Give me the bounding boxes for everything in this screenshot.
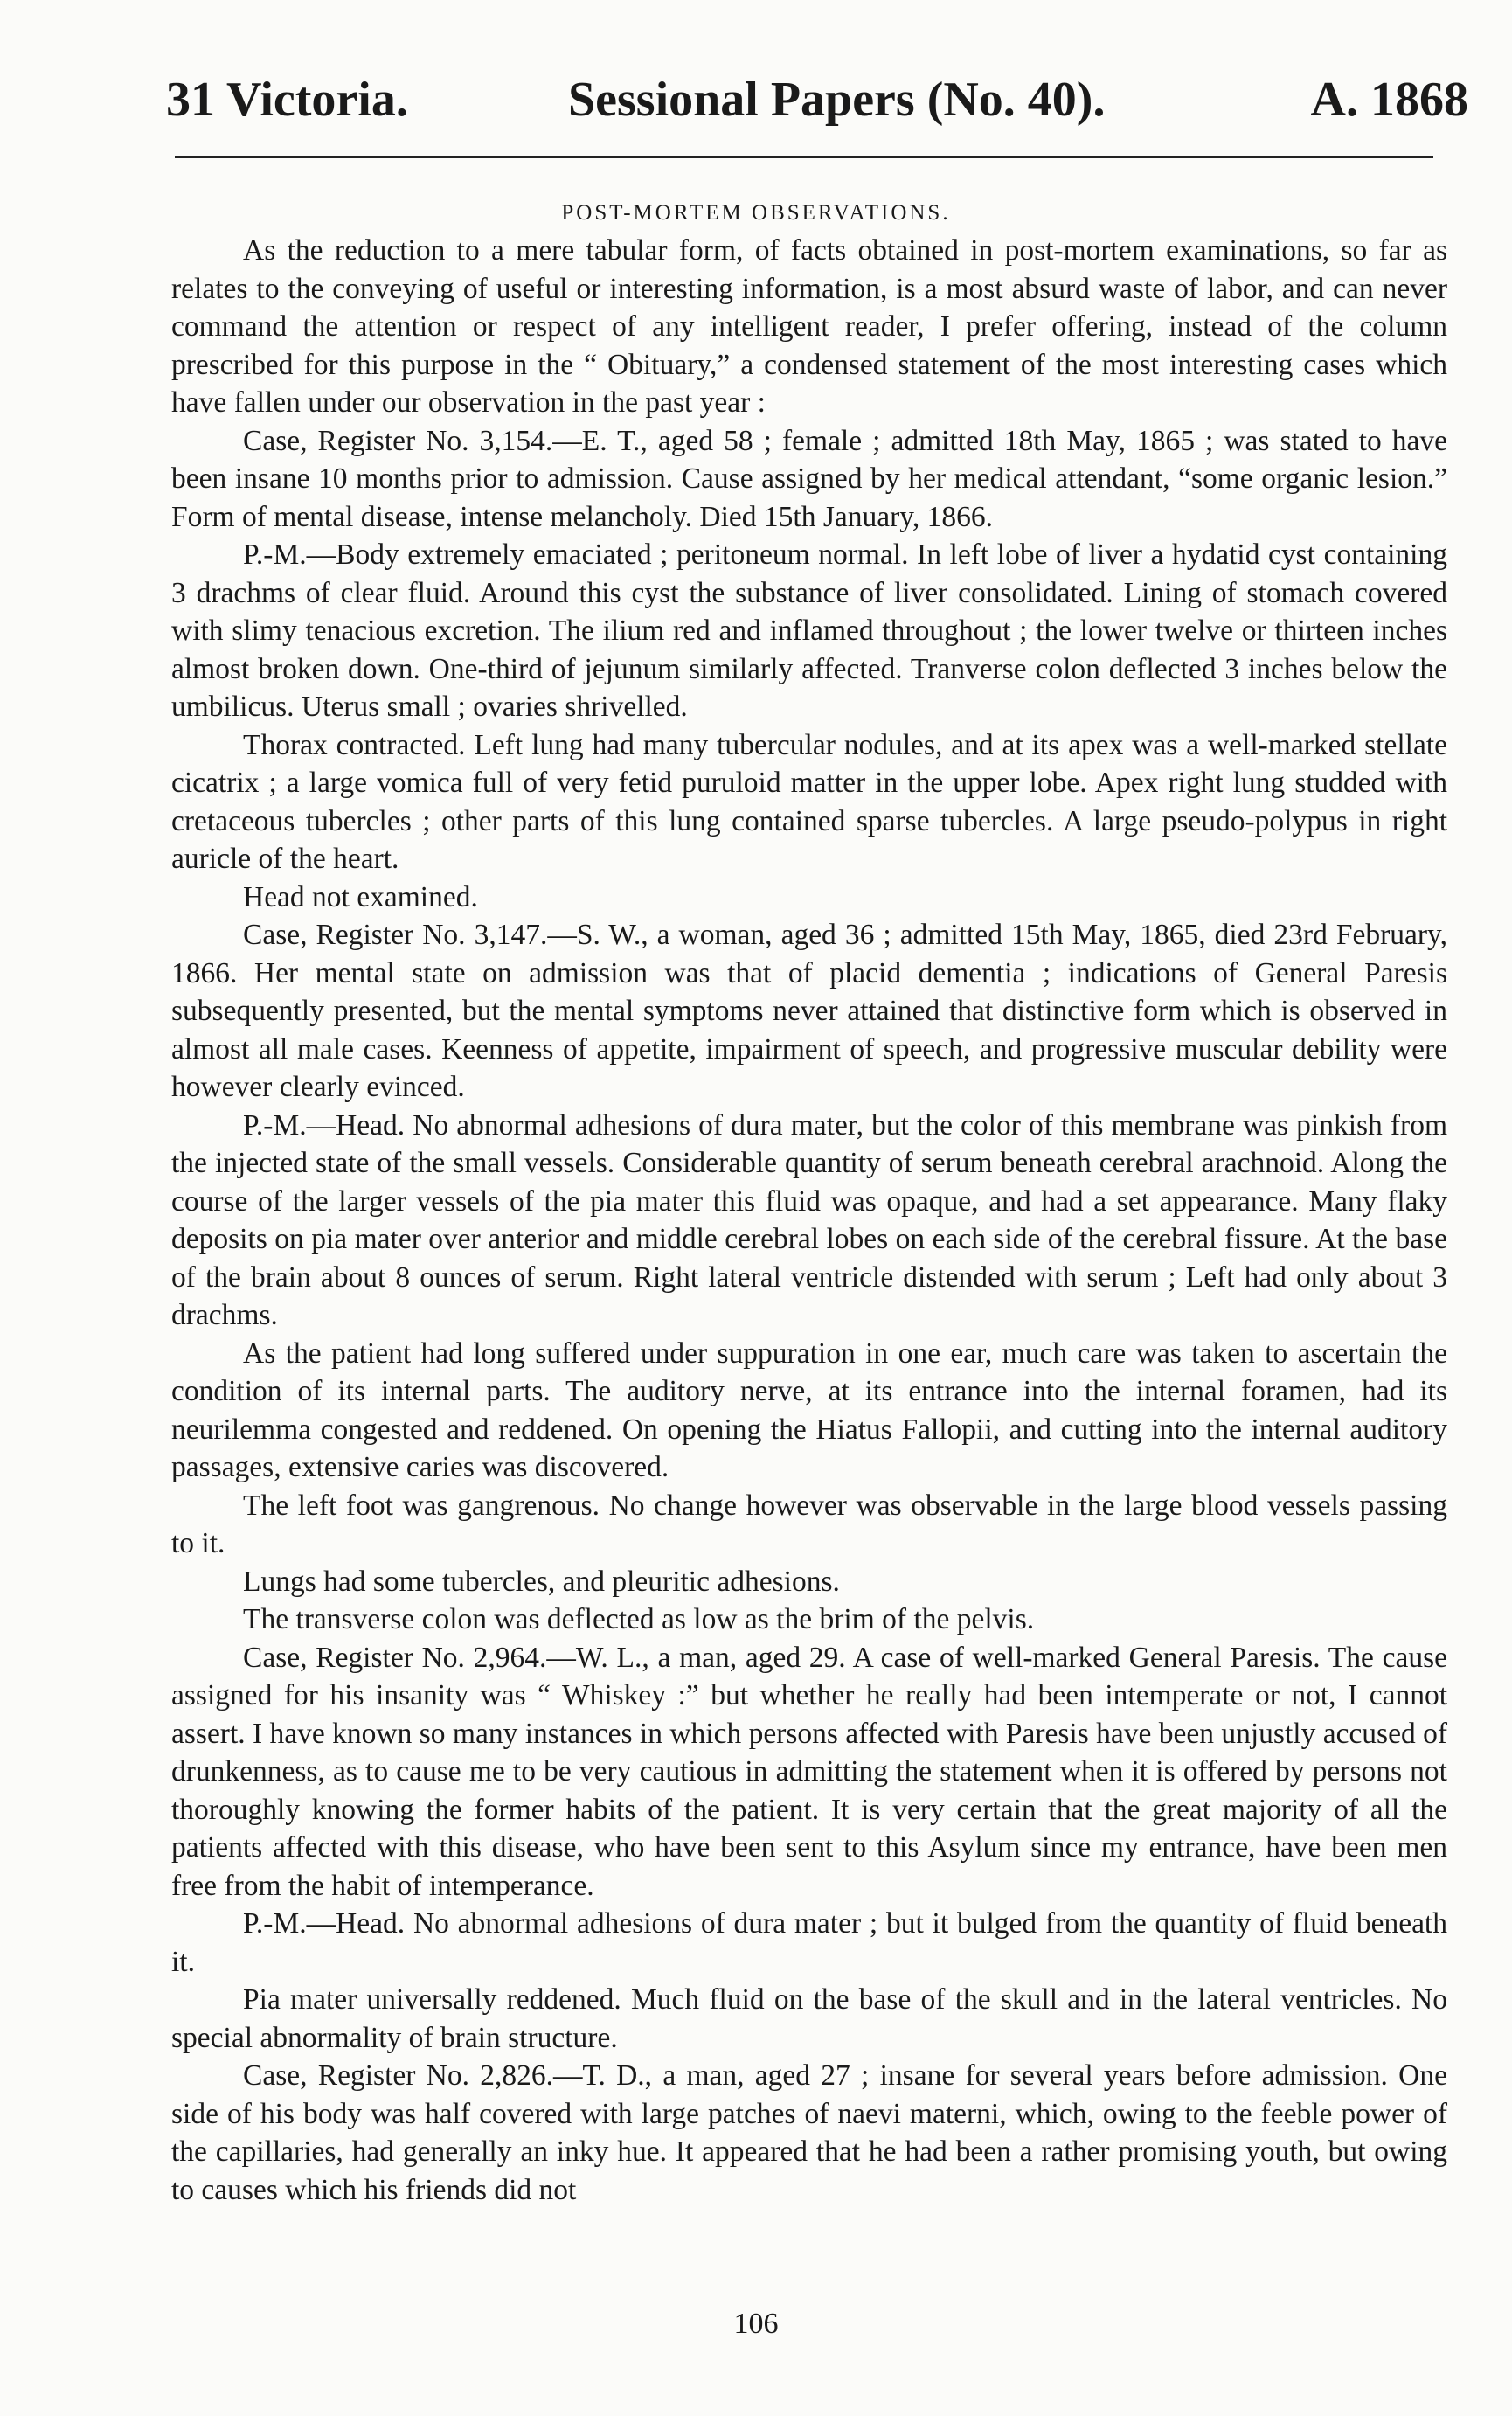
paragraph: As the patient had long suffered under suppuration in one ear, much care was taken to ascertain the condition of its internal parts. The auditory nerve, at its entrance into the internal foramen, had its neurilemma congested and reddened. On opening the Hiatus Fallopii, and cutting into the internal auditory passages, extensive caries was discovered. xyxy=(171,1336,1447,1483)
paragraph: Case, Register No. 3,154.—E. T., aged 58 ; female ; admitted 18th May, 1865 ; was stated to have been insane 10 months prior to admission. Cause assigned by her medical attendant, “some organic lesion.” Form of mental disease, intense melancholy. Died 15th January, 1866. xyxy=(171,424,1447,533)
paragraph: P.-M.—Body extremely emaciated ; peritoneum normal. In left lobe of liver a hydatid cyst containing 3 drachms of clear fluid. Around this cyst the substance of liver consolidated. Lining of stomach covered with slimy tenacious excretion. The ilium red and inflamed throughout ; the lower twelve or thirteen inches almost broken down. One-third of jejunum similarly affected. Tranverse colon deflected 3 inches below the umbilicus. Uterus small ; ovaries shrivelled. xyxy=(171,538,1447,723)
section-title: POST-MORTEM OBSERVATIONS. xyxy=(561,201,951,225)
header-year: A. 1868 xyxy=(1310,73,1468,127)
paragraph: As the reduction to a mere tabular form, of facts obtained in post-mortem examinations, so far as relates to the conveying of useful or interesting information, is a most absurd waste of labor, and can never command the attention or respect of any intelligent reader, I prefer offering, instead of the column prescribed for this purpose in the “ Obituary,” a condensed statement of the most interesting cases which have fallen under our observation in the past year : xyxy=(171,234,1447,419)
page-number: 106 xyxy=(733,2308,779,2340)
paragraph: Case, Register No. 2,964.—W. L., a man, aged 29. A case of well-marked General Paresis. The cause assigned for his insanity was “ Whiskey :” but whether he really had been intemperate or not, I cannot assert. I have known so many instances in which persons affected with Paresis have been unjustly accused of drunkenness, as to cause me to be very cautious in admitting the statement when it is offered by persons not thoroughly knowing the former habits of the patient. It is very certain that the great majority of all the patients affected with this disease, who have been sent to this Asylum since my entrance, have been men free from the habit of intemperance. xyxy=(171,1641,1447,1902)
paragraph: Case, Register No. 3,147.—S. W., a woman, aged 36 ; admitted 15th May, 1865, died 23rd February, 1866. Her mental state on admission was that of placid dementia ; indications of General Paresis subsequently presented, but the mental symptoms never attained that distinctive form which is observed in almost all male cases. Keenness of appetite, impairment of speech, and progressive muscular debility were however clearly evinced. xyxy=(171,919,1447,1103)
header-sessional-papers: Sessional Papers (No. 40). xyxy=(568,73,1106,127)
body-text xyxy=(171,232,1447,2209)
paragraph: Lungs had some tubercles, and pleuritic adhesions. xyxy=(243,1565,840,1598)
paragraph: The left foot was gangrenous. No change however was observable in the large blood vessels passing to it. xyxy=(171,1489,1447,1559)
page-header xyxy=(166,72,1468,142)
header-volume: 31 Victoria. xyxy=(166,73,408,127)
header-rule xyxy=(175,156,1433,158)
paragraph: Head not examined. xyxy=(243,880,478,913)
paragraph: Pia mater universally reddened. Much fluid on the base of the skull and in the lateral ventricles. No special abnormality of brain structure. xyxy=(171,1983,1447,2054)
paragraph: The transverse colon was deflected as low as the brim of the pelvis. xyxy=(243,1603,1035,1635)
paragraph: Thorax contracted. Left lung had many tubercular nodules, and at its apex was a well-marked stellate cicatrix ; a large vomica full of very fetid puruloid matter in the upper lobe. Apex right lung studded with cretaceous tubercles ; other parts of this lung contained sparse tubercles. A large pseudo-polypus in right auricle of the heart. xyxy=(171,728,1447,875)
paragraph: Case, Register No. 2,826.—T. D., a man, aged 27 ; insane for several years before admission. One side of his body was half covered with large patches of naevi materni, which, owing to the feeble power of the capillaries, had generally an inky hue. It appeared that he had been a rather promising youth, but owing to causes which his friends did not xyxy=(171,2059,1447,2206)
paragraph: P.-M.—Head. No abnormal adhesions of dura mater, but the color of this membrane was pinkish from the injected state of the small vessels. Considerable quantity of serum beneath cerebral arachnoid. Along the course of the larger vessels of the pia mater this fluid was opaque, and had a set appearance. Many flaky deposits on pia mater over anterior and middle cerebral lobes on each side of the cerebral fissure. At the base of the brain about 8 ounces of serum. Right lateral ventricle distended with serum ; Left had only about 3 drachms. xyxy=(171,1108,1447,1331)
paragraph: P.-M.—Head. No abnormal adhesions of dura mater ; but it bulged from the quantity of fluid beneath it. xyxy=(171,1907,1447,1978)
